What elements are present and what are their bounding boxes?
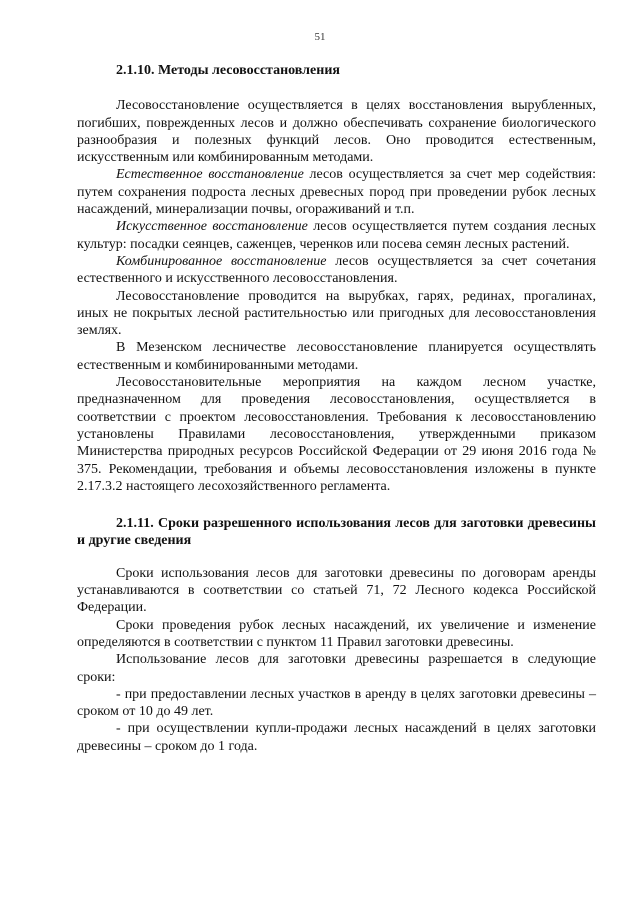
paragraph-text: Лесовосстановительные мероприятия на каждом лесном участке, предназначенном для проведения лесовосстановления, осуществляется в соответствии с проектом лесовосстановления. Требования к лесовосстановлению установлены Правилами лесовосстановления, утвержденными приказом Министерства природных ресурсов Российской Федерации от 29 июня 2016 года № 375. Рекомендации, требования и объемы лесовосстановления изложены в пункте 2.17.3.2 настоящего лесохозяйственного регламента. [77, 375, 596, 494]
paragraph-text: - при предоставлении лесных участков в аренду в целях заготовки древесины – сроком от 10 до 49 лет. [77, 686, 596, 720]
paragraph-text: В Мезенском лесничестве лесовосстановление планируется осуществлять естественным и комбинированными методами. [77, 340, 596, 373]
list-item [77, 686, 596, 721]
page-content [77, 62, 596, 755]
term: Естественное восстановление [116, 167, 304, 183]
section-heading-2-1-11: 2.1.11. Сроки разрешенного использования лесов для заготовки древесины и другие сведения [77, 516, 596, 549]
paragraph [77, 617, 596, 652]
term: Комбинированное восстановление [116, 253, 327, 269]
list-item [77, 720, 596, 755]
paragraph-text: - при осуществлении купли-продажи лесных насаждений в целях заготовки древесины – сроком до 1 года. [77, 721, 596, 754]
paragraph [77, 374, 596, 495]
paragraph [77, 253, 596, 288]
paragraph [77, 339, 596, 374]
paragraph [77, 166, 596, 218]
paragraph-text: Лесовосстановление осуществляется в целях восстановления вырубленных, погибших, поврежденных лесов и должно обеспечивать сохранение биологического разнообразия и полезных функций лесов. Оно проводится естественным, искусственным или комбинированным методами. [77, 98, 596, 166]
paragraph-text: Использование лесов для заготовки древесины разрешается в следующие сроки: [77, 652, 596, 685]
paragraph [77, 288, 596, 340]
page-number: 51 [314, 31, 326, 43]
paragraph-text: лесов осуществляется путем создания лесных культур: посадки сеянцев, саженцев, черенков или посева семян лесных растений. [77, 219, 596, 252]
paragraph [77, 651, 596, 686]
paragraph [77, 97, 596, 166]
paragraph [77, 218, 596, 253]
term: Искусственное восстановление [116, 219, 308, 235]
paragraph-text: Сроки использования лесов для заготовки древесины по договорам аренды устанавливаются в соответствии со статьей 71, 72 Лесного кодекса Российской Федерации. [77, 565, 596, 616]
paragraph-text: лесов осуществляется за счет мер содействия: путем сохранения подроста лесных древесных пород при проведении рубок лесных насаждений, минерализации почвы, огораживаний и т.п. [77, 167, 597, 218]
paragraph-text: Лесовосстановление проводится на вырубках, гарях, рединах, прогалинах, иных не покрытых лесной растительностью или пригодных для лесовосстановления землях. [77, 288, 596, 339]
paragraph [77, 565, 596, 617]
paragraph-text: Сроки проведения рубок лесных насаждений, их увеличение и изменение определяются в соответствии с пунктом 11 Правил заготовки древесины. [77, 617, 596, 650]
paragraph-text: лесов осуществляется за счет сочетания естественного и искусственного лесовосстановления. [77, 253, 596, 287]
section-heading-2-1-10: 2.1.10. Методы лесовосстановления [116, 63, 340, 78]
